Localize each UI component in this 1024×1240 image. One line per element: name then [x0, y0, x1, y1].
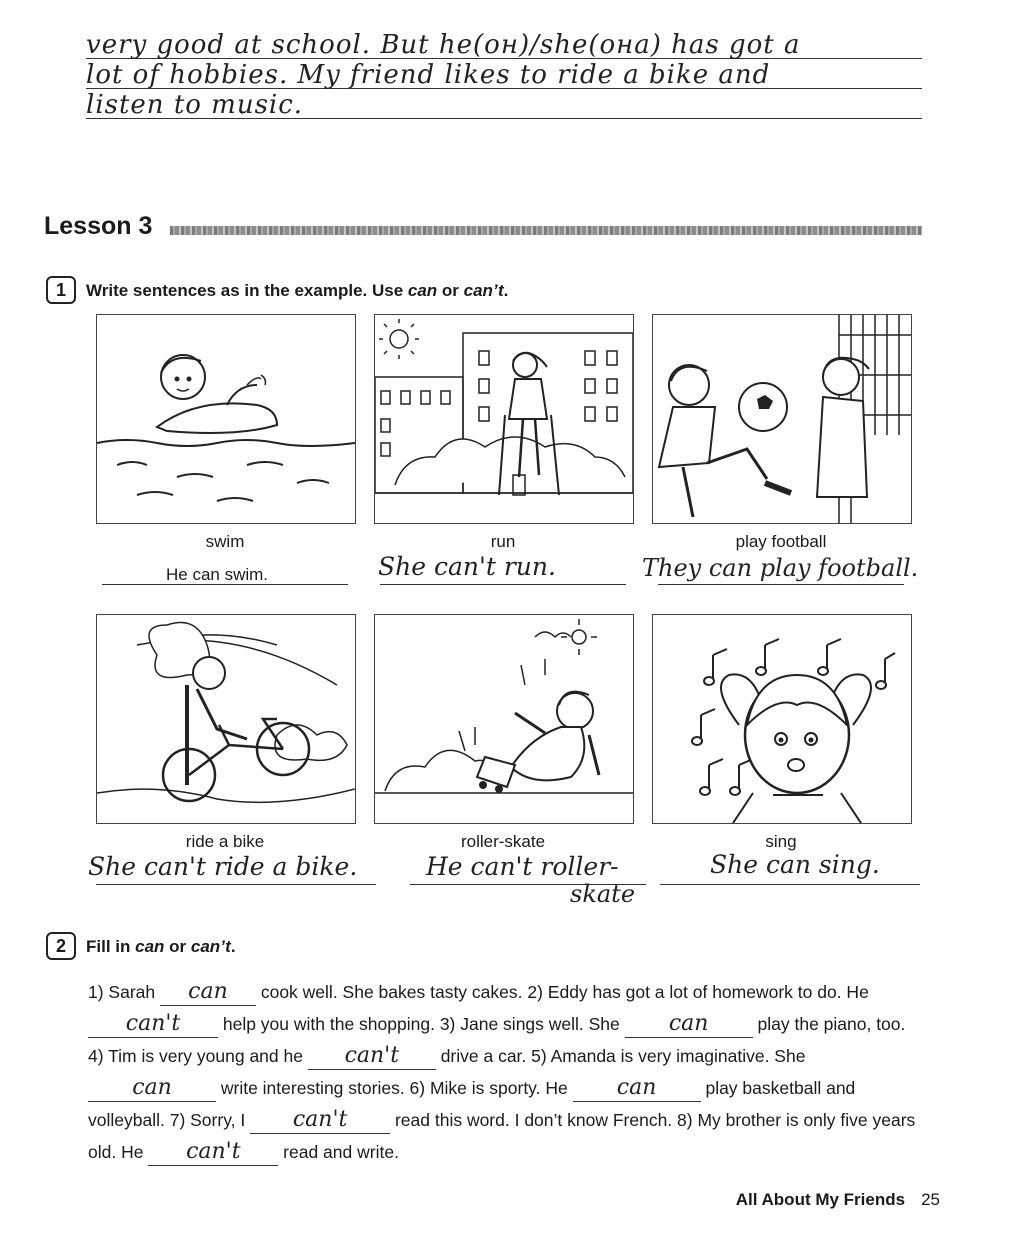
- boys-playing-football-illustration: [653, 315, 911, 523]
- paragraph-text: read and write.: [278, 1142, 399, 1162]
- answer-line: [660, 884, 920, 885]
- blank-2[interactable]: [88, 1013, 218, 1038]
- handwritten-line: [86, 88, 922, 119]
- swimming-boy-illustration: [97, 315, 355, 523]
- instruction-dot: .: [230, 937, 236, 956]
- paragraph-text: play the piano, too. 4) Tim is very young and he: [88, 1014, 906, 1066]
- answer-roller-skate: He can't roller-: [426, 852, 619, 881]
- handwritten-text: lot of hobbies. My friend likes to ride a bike and: [86, 60, 771, 90]
- handwritten-line: [86, 28, 922, 59]
- answer-play-football: They can play football.: [642, 554, 919, 582]
- answer-line: [658, 584, 904, 585]
- paragraph-text: cook well. She bakes tasty cakes. 2) Eddy has got a lot of homework to do. He: [255, 982, 869, 1002]
- answer-ride-a-bike: She can't ride a bike.: [88, 852, 358, 881]
- girl-riding-bike-illustration: [97, 615, 355, 823]
- instruction-or: or: [437, 281, 464, 300]
- paragraph-text: play basketball and volleyball. 7) Sorry, I: [88, 1078, 856, 1130]
- blank-8[interactable]: [148, 1141, 278, 1166]
- blank-answer: can: [132, 1075, 172, 1100]
- caption-run: run: [490, 532, 516, 551]
- run-picture: [374, 314, 634, 524]
- answer-roller-skate-cont: skate: [570, 880, 636, 908]
- exercise-instruction: [86, 281, 508, 301]
- blank-answer: can: [188, 979, 228, 1004]
- footer-title: All About My Friends: [735, 1190, 906, 1209]
- instruction-text: Write sentences as in the example. Use: [86, 281, 408, 300]
- blank-answer: can: [616, 1075, 657, 1100]
- roller-skate-picture: [374, 614, 634, 824]
- paragraph-text: write interesting stories. 6) Mike is sporty. He: [216, 1078, 573, 1098]
- instruction-text: Fill in: [86, 937, 136, 956]
- blank-answer: can't: [292, 1107, 348, 1132]
- exercise-number: 2: [46, 932, 76, 960]
- caption-swim: swim: [205, 532, 245, 551]
- blank-1[interactable]: [160, 981, 256, 1006]
- instruction-or: or: [164, 937, 191, 956]
- blank-7[interactable]: [250, 1109, 390, 1134]
- girl-singing-illustration: [653, 615, 911, 823]
- handwritten-text: very good at school. But he(он)/she(она) has got a: [86, 30, 801, 60]
- blank-answer: can't: [186, 1139, 241, 1164]
- fill-in-paragraph: [88, 976, 924, 1168]
- play-football-picture: [652, 314, 912, 524]
- instruction-cant: can’t: [190, 937, 231, 956]
- sing-picture: [652, 614, 912, 824]
- blank-6[interactable]: [573, 1077, 701, 1102]
- paragraph-text: help you with the shopping. 3) Jane sings well. She: [218, 1014, 625, 1034]
- blank-answer: can't: [125, 1011, 181, 1036]
- caption-roller-skate: roller-skate: [460, 832, 546, 851]
- answer-swim: He can swim.: [166, 565, 269, 584]
- lesson-divider: [170, 226, 922, 235]
- exercise-number: 1: [46, 276, 76, 304]
- blank-answer: can't: [344, 1043, 400, 1068]
- handwritten-line: [86, 58, 922, 89]
- caption-play-football: play football: [735, 532, 827, 551]
- boy-falling-roller-skates-illustration: [375, 615, 633, 823]
- ride-a-bike-picture: [96, 614, 356, 824]
- page-footer: [736, 1190, 940, 1210]
- answer-sing: She can sing.: [710, 850, 880, 879]
- caption-sing: sing: [765, 832, 797, 851]
- paragraph-text: read this word. I don’t know French. 8) My brother is only five years old. He: [88, 1110, 916, 1162]
- blank-3[interactable]: [625, 1013, 753, 1038]
- instruction-can: can: [135, 937, 165, 956]
- page-number: 25: [921, 1190, 940, 1209]
- blank-4[interactable]: [308, 1045, 436, 1070]
- instruction-can: can: [407, 281, 438, 300]
- paragraph-text: 1) Sarah: [88, 982, 160, 1002]
- lesson-title: Lesson 3: [44, 212, 153, 240]
- swim-picture: [96, 314, 356, 524]
- answer-line: [380, 584, 626, 585]
- exercise-instruction: [86, 937, 236, 957]
- girl-on-crutches-illustration: [375, 315, 633, 523]
- instruction-cant: can’t: [463, 281, 504, 300]
- handwritten-text: listen to music.: [86, 90, 304, 120]
- caption-ride-a-bike: ride a bike: [185, 832, 265, 851]
- instruction-dot: .: [503, 281, 509, 300]
- paragraph-text: drive a car. 5) Amanda is very imaginative. She: [435, 1046, 806, 1066]
- answer-run: She can't run.: [378, 552, 556, 581]
- blank-answer: can: [668, 1011, 709, 1036]
- blank-5[interactable]: [88, 1077, 216, 1102]
- answer-line: [96, 884, 376, 885]
